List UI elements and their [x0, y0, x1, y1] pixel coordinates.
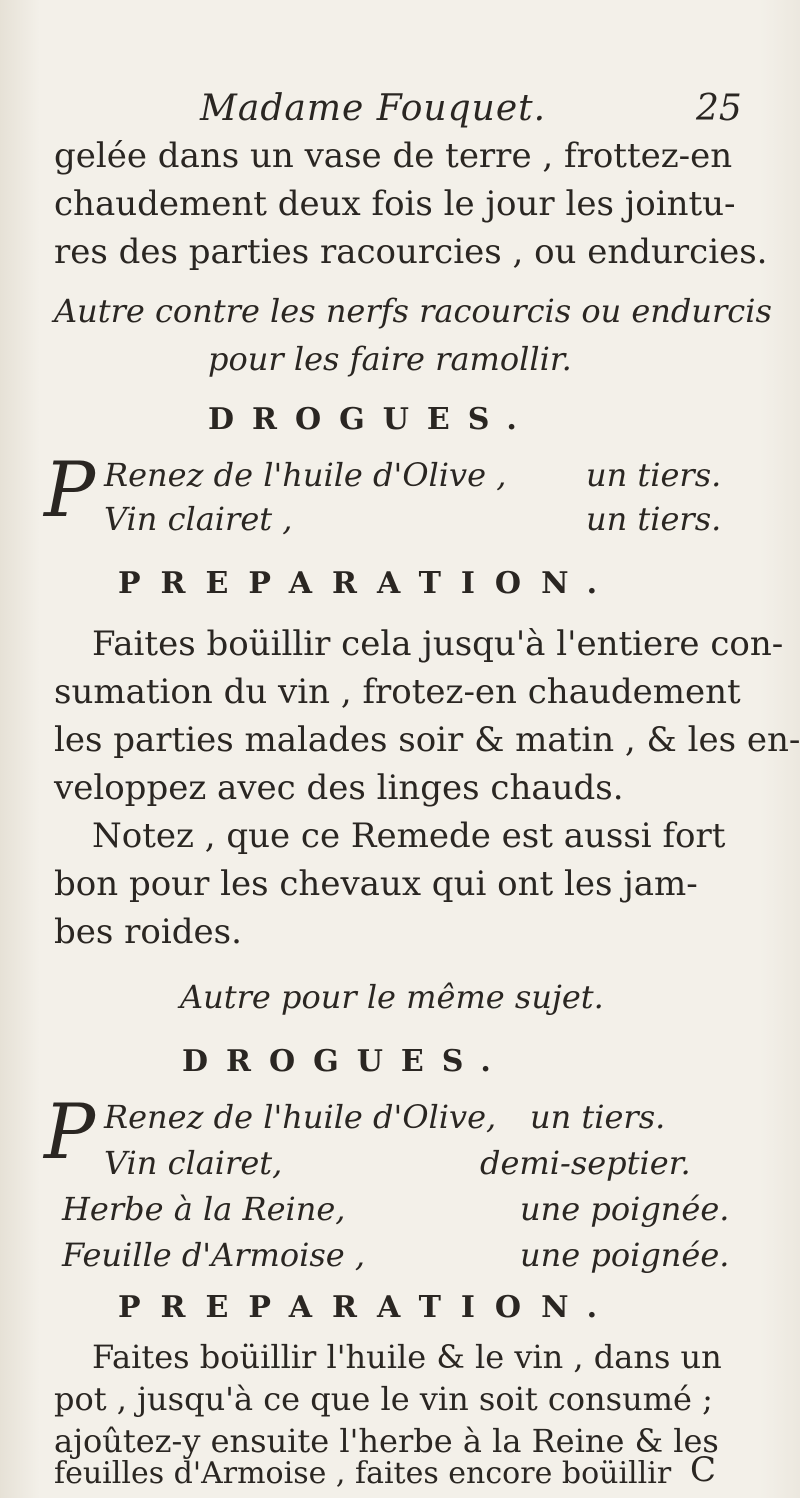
text-line: veloppez avec des linges chauds. [54, 768, 624, 808]
text-line: Notez , que ce Remede est aussi fort [92, 816, 726, 856]
ingredient-qty: un tiers. [530, 1098, 666, 1136]
text-line: pot , jusqu'à ce que le vin soit consumé ; [54, 1380, 713, 1418]
text-line: gelée dans un vase de terre , frottez-en [54, 136, 733, 176]
drop-cap: P [44, 445, 96, 534]
ingredient-qty: un tiers. [586, 456, 722, 494]
text-line: Faites boüillir cela jusqu'à l'entiere con- [92, 624, 784, 664]
drogues-heading: DROGUES. [182, 1044, 509, 1079]
text-line: res des parties racourcies , ou endurcies. [54, 232, 768, 272]
text-line: ajoûtez-y ensuite l'herbe à la Reine & les [54, 1422, 719, 1460]
running-title: Madame Fouquet. [200, 88, 547, 129]
recipe-title-cont: pour les faire ramollir. [208, 340, 572, 378]
ingredient-name: Feuille d'Armoise , [62, 1236, 366, 1274]
recipe-title: Autre contre les nerfs racourcis ou endurcis [54, 292, 772, 330]
text-line: Faites boüillir l'huile & le vin , dans un [92, 1338, 722, 1376]
text-line: les parties malades soir & matin , & les en- [54, 720, 800, 760]
recipe-title: Autre pour le même sujet. [180, 978, 604, 1016]
text-line: bon pour les chevaux qui ont les jam- [54, 864, 698, 904]
text-line: bes roides. [54, 912, 242, 952]
text-line: chaudement deux fois le jour les jointu- [54, 184, 736, 224]
preparation-heading: PREPARATION. [118, 566, 618, 601]
page-number: 25 [696, 88, 742, 129]
ingredient-name: Renez de l'huile d'Olive , [104, 456, 507, 494]
signature-mark: C [690, 1450, 717, 1490]
preparation-heading: PREPARATION. [118, 1290, 618, 1325]
ingredient-name: Herbe à la Reine, [62, 1190, 346, 1228]
drogues-heading: DROGUES. [208, 402, 535, 437]
drop-cap: P [44, 1087, 96, 1176]
text-line: sumation du vin , frotez-en chaudement [54, 672, 741, 712]
ingredient-qty: une poignée. [520, 1236, 730, 1274]
ingredient-name: Renez de l'huile d'Olive, [104, 1098, 497, 1136]
text-line: feuilles d'Armoise , faites encore boüillir [54, 1456, 672, 1491]
ingredient-qty: un tiers. [586, 500, 722, 538]
ingredient-name: Vin clairet , [104, 500, 293, 538]
ingredient-qty: une poignée. [520, 1190, 730, 1228]
ingredient-name: Vin clairet, [104, 1144, 283, 1182]
ingredient-qty: demi-septier. [480, 1144, 691, 1182]
